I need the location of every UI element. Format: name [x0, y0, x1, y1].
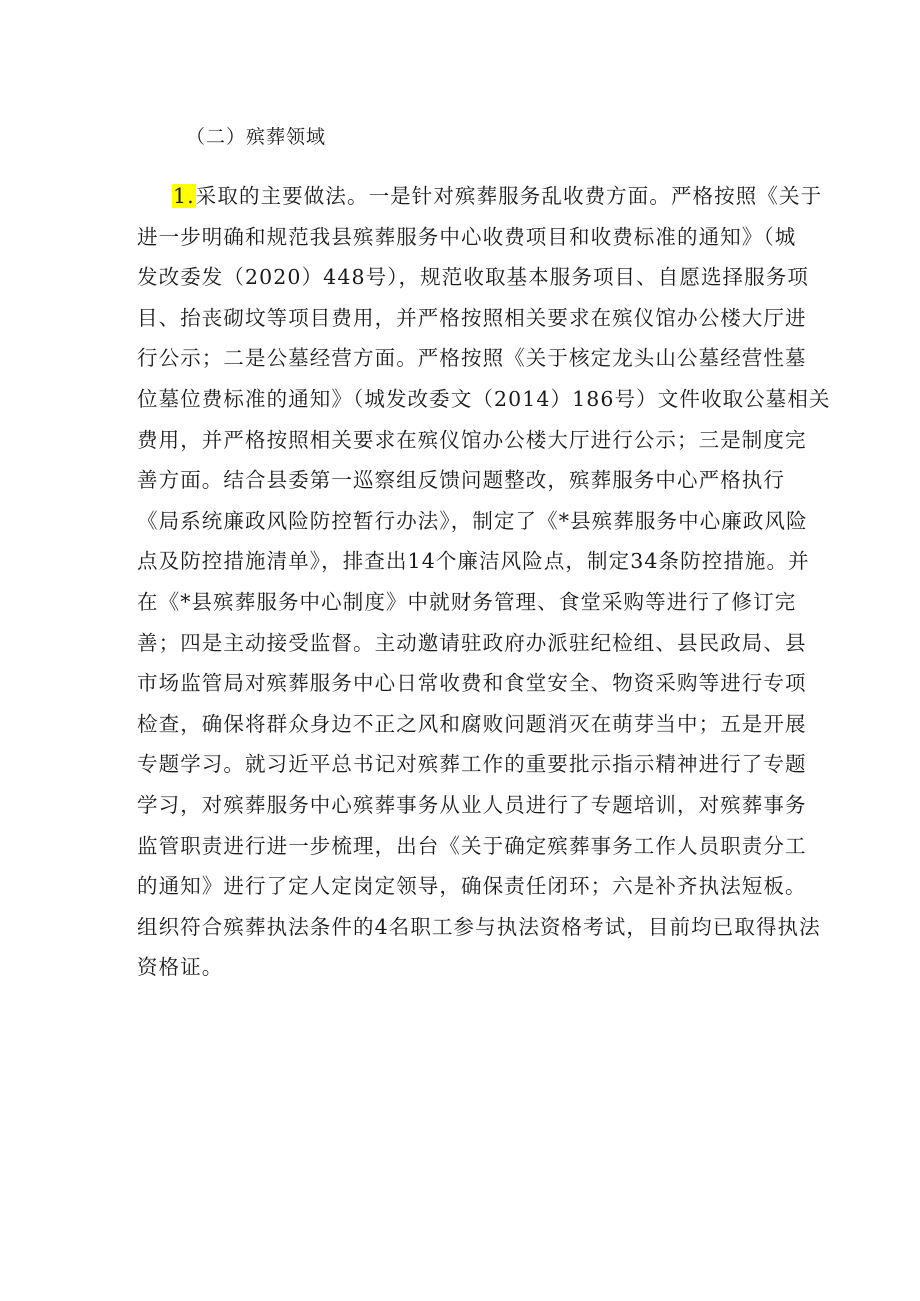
paragraph-line: 的通知》进行了定人定岗定领导，确保责任闭环；六是补齐执法短板。 [137, 874, 807, 899]
paragraph-line: 进一步明确和规范我县殡葬服务中心收费项目和收费标准的通知》（城 [137, 224, 797, 249]
highlighted-item-number: 1. [173, 184, 195, 208]
paragraph-line: 资格证。 [137, 955, 224, 980]
paragraph-line: 学习，对殡葬服务中心殡葬事务从业人员进行了专题培训，对殡葬事务 [137, 792, 807, 817]
paragraph-line: 《局系统廉政风险防控暂行办法》，制定了《*县殡葬服务中心廉政风险 [137, 508, 808, 533]
paragraph-line: 组织符合殡葬执法条件的4名职工参与执法资格考试，目前均已取得执法 [137, 914, 821, 939]
paragraph-first-line [137, 176, 823, 217]
paragraph-line: 善；四是主动接受监督。主动邀请驻政府办派驻纪检组、县民政局、县 [137, 630, 807, 655]
paragraph-line: 发改委发（2020）448号），规范收取基本服务项目、自愿选择服务项 [137, 265, 809, 290]
paragraph-line: 在《*县殡葬服务中心制度》中就财务管理、食堂采购等进行了修订完 [137, 589, 797, 614]
paragraph-line: 市场监管局对殡葬服务中心日常收费和食堂安全、物资采购等进行专项 [137, 671, 807, 696]
paragraph-line: 检查，确保将群众身边不正之风和腐败问题消灭在萌芽当中；五是开展 [137, 711, 807, 736]
section-heading: （二）殡葬领域 [186, 126, 327, 148]
paragraph-line: 专题学习。就习近平总书记对殡葬工作的重要批示指示精神进行了专题 [137, 752, 807, 777]
paragraph-line: 费用，并严格按照相关要求在殡仪馆办公楼大厅进行公示；三是制度完 [137, 427, 807, 452]
paragraph-line: 监管职责进行进一步梳理，出台《关于确定殡葬事务工作人员职责分工 [137, 833, 807, 858]
paragraph-line: 行公示；二是公墓经营方面。严格按照《关于核定龙头山公墓经营性墓 [137, 346, 807, 371]
paragraph-line: 善方面。结合县委第一巡察组反馈问题整改，殡葬服务中心严格执行 [137, 468, 785, 493]
body-paragraph [137, 176, 831, 988]
paragraph-line: 位墓位费标准的通知》（城发改委文（2014）186号）文件收取公墓相关 [137, 386, 831, 411]
paragraph-line: 目、抬丧砌坟等项目费用，并严格按照相关要求在殡仪馆办公楼大厅进 [137, 305, 807, 330]
paragraph-line: 点及防控措施清单》，排查出14个廉洁风险点，制定34条防控措施。并 [137, 549, 810, 574]
first-line-text: 采取的主要做法。一是针对殡葬服务乱收费方面。严格按照《关于 [195, 184, 823, 208]
